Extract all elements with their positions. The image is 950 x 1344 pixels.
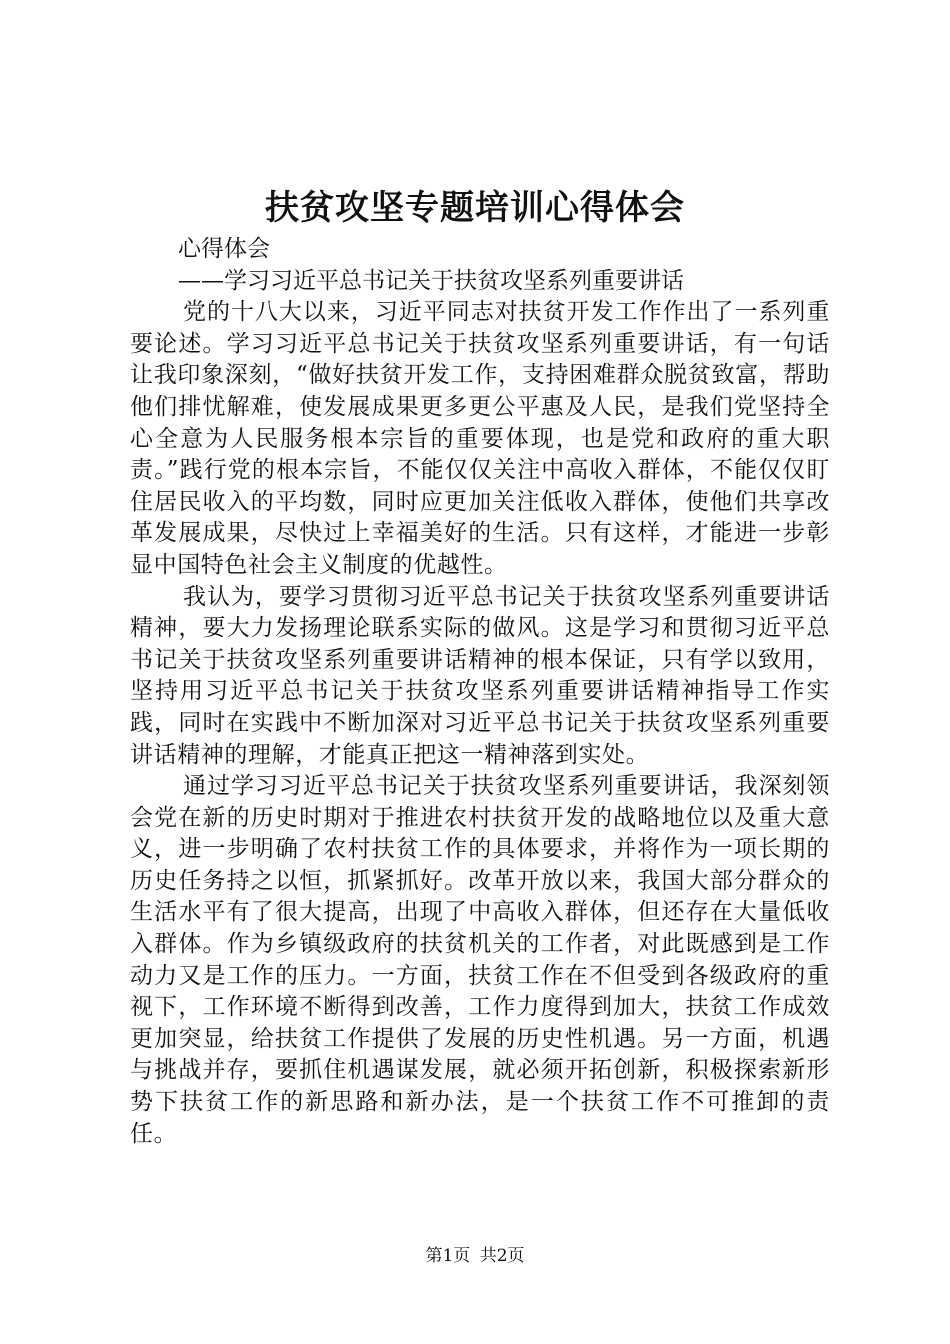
- document-title: 扶贫攻坚专题培训心得体会: [265, 188, 685, 228]
- subtitle-line: ——学习习近平总书记关于扶贫攻坚系列重要讲话: [178, 267, 684, 294]
- subtitle-label: 心得体会: [178, 236, 270, 262]
- paragraph-2: 我认为，要学习贯彻习近平总书记关于扶贫攻坚系列重要讲话精神，要大力发扬理论联系实际的做风。这是学习和贯彻习近平总书记关于扶贫攻坚系列重要讲话精神的根本保证，只有学以致用，坚持用习近平总书记关于扶贫攻坚系列重要讲话精神指导工作实践，同时在实践中不断加深对习近平总书记关于扶贫攻坚系列重要讲话精神的理解，才能真正把这一精神落到实处。: [130, 583, 830, 768]
- document-body: [130, 234, 830, 1150]
- page-number-total: 共2页: [479, 1246, 525, 1266]
- page-number-current: 第1页: [425, 1246, 471, 1266]
- paragraph-3: 通过学习习近平总书记关于扶贫攻坚系列重要讲话，我深刻领会党在新的历史时期对于推进农村扶贫开发的战略地位以及重大意义，进一步明确了农村扶贫工作的具体要求，并将作为一项长期的历史任务持之以恒，抓紧抓好。改革开放以来，我国大部分群众的生活水平有了很大提高，出现了中高收入群体，但还存在大量低收入群体。作为乡镇级政府的扶贫机关的工作者，对此既感到是工作动力又是工作的压力。一方面，扶贫工作在不但受到各级政府的重视下，工作环境不断得到改善，工作力度得到加大，扶贫工作成效更加突显，给扶贫工作提供了发展的历史性机遇。另一方面，机遇与挑战并存，要抓住机遇谋发展，就必须开拓创新，积极探索新形势下扶贫工作的新思路和新办法，是一个扶贫工作不可推卸的责任。: [130, 773, 830, 1147]
- page-footer: [0, 1244, 950, 1268]
- paragraph-1: 党的十八大以来，习近平同志对扶贫开发工作作出了一系列重要论述。学习习近平总书记关于扶贫攻坚系列重要讲话，有一句话让我印象深刻，“做好扶贫开发工作，支持困难群众脱贫致富，帮助他们排忧解难，使发展成果更多更公平惠及人民，是我们党坚持全心全意为人民服务根本宗旨的重要体现，也是党和政府的重大职责。”践行党的根本宗旨，不能仅仅关注中高收入群体，不能仅仅盯住居民收入的平均数，同时应更加关注低收入群体，使他们共享改革发展成果，尽快过上幸福美好的生活。只有这样，才能进一步彰显中国特色社会主义制度的优越性。: [130, 299, 830, 578]
